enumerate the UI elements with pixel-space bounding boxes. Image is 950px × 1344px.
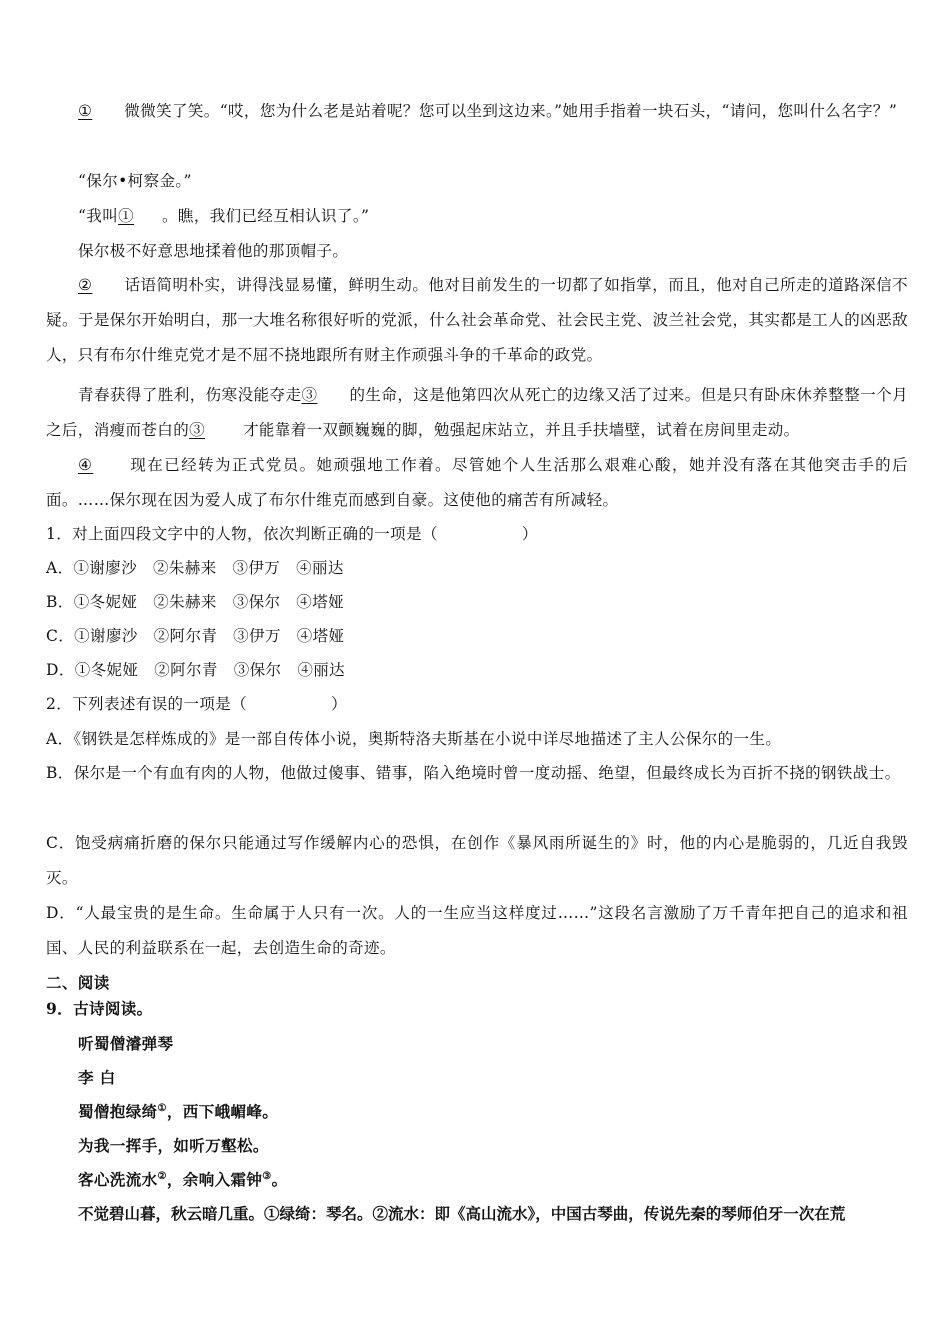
blank-mark-1: ① <box>78 102 93 120</box>
section-heading: 二、阅读 <box>46 973 110 992</box>
blank-mark-4: ④ <box>78 456 94 474</box>
poem-line-4-and-notes: 不觉碧山暮，秋云暗几重。①绿绮：琴名。②流水：即《高山流水》，中国古琴曲，传说先秦的琴师伯牙一次在荒 <box>78 1204 846 1223</box>
question-2-option-a: A．《钢铁是怎样炼成的》是一部自传体小说，奥斯特洛夫斯基在小说中详尽地描述了主人公保尔的一生。 <box>46 730 782 748</box>
question-2-option-b: B．保尔是一个有血有肉的人物，他做过傻事、错事，陷入绝境时曾一度动摇、绝望，但最终成长为百折不挠的钢铁战士。 <box>46 764 901 782</box>
paragraph-3: “我叫① 。瞧，我们已经互相认识了。” <box>78 207 370 225</box>
paragraph-1 <box>46 94 908 129</box>
poem-line-2: 为我一挥手，如听万壑松。 <box>78 1136 269 1155</box>
blank-mark-1b: ① <box>118 207 135 225</box>
question-1-option-d: D．①冬妮娅 ②阿尔青 ③保尔 ④丽达 <box>46 661 346 679</box>
paragraph-7: ④ 现在已经转为正式党员。她顽强地工作着。尽管她个人生活那么艰难心酸，她并没有落在其他突击手的后面。……保尔现在因为爱人成了布尔什维克而感到自豪。这使他的痛苦有所减轻。 <box>46 456 909 509</box>
question-9-stem: 9．古诗阅读。 <box>46 999 153 1018</box>
blank-mark-3b: ③ <box>189 421 206 439</box>
blank-mark-3a: ③ <box>301 386 318 404</box>
question-2-stem: 2．下列表述有误的一项是（ ） <box>46 695 347 713</box>
paragraph-5: ② 话语简明朴实，讲得浅显易懂，鲜明生动。他对目前发生的一切都了如指掌，而且，他对自己所走的道路深信不疑。于是保尔开始明白，那一大堆名称很好听的党派，什么社会革命党、社会民主党、波兰社会党，其实都是工人的凶恶敌人，只有布尔什维克党才是不屈不挠地跟所有财主作顽强斗争的千革命的政党。 <box>46 276 908 364</box>
poem-line-3: 客心洗流水②，余响入霜钟③。 <box>78 1170 288 1189</box>
paragraph-6: 青春获得了胜利，伤寒没能夺走③ 的生命，这是他第四次从死亡的边缘又活了过来。但是只有卧床休养整整一个月之后，消瘦而苍白的③ 才能靠着一双颤巍巍的脚，勉强起床站立，并且手扶墙壁，试着在房间里走动。 <box>46 386 908 439</box>
poem-line-1: 蜀僧抱绿绮①，西下峨嵋峰。 <box>78 1102 279 1121</box>
question-1-option-c: C．①谢廖沙 ②阿尔青 ③伊万 ④塔娅 <box>46 627 345 645</box>
question-1-stem: 1．对上面四段文字中的人物，依次判断正确的一项是（ ） <box>46 525 538 543</box>
question-1-option-a: A．①谢廖沙 ②朱赫来 ③伊万 ④丽达 <box>46 559 344 577</box>
paragraph-2: “保尔•柯察金。” <box>78 172 192 190</box>
blank-mark-2: ② <box>78 276 93 294</box>
paragraph-1-text: 微微笑了笑。“哎，您为什么老是站着呢？您可以坐到这边来。”她用手指着一块石头，“请问，您叫什么名字？” <box>124 102 898 120</box>
question-2-option-c: C．饱受病痛折磨的保尔只能通过写作缓解内心的恐惧，在创作《暴风雨所诞生的》时，他的内心是脆弱的，几近自我毁灭。 <box>46 834 908 887</box>
question-2-option-d: D．“人最宝贵的是生命。生命属于人只有一次。人的一生应当这样度过……”这段名言激励了万千青年把自己的追求和祖国、人民的利益联系在一起，去创造生命的奇迹。 <box>46 904 908 957</box>
poem-author: 李 白 <box>78 1068 116 1087</box>
question-1-option-b: B．①冬妮娅 ②朱赫来 ③保尔 ④塔娅 <box>46 593 344 611</box>
paragraph-4: 保尔极不好意思地揉着他的那顶帽子。 <box>78 242 349 260</box>
poem-title: 听蜀僧濬弹琴 <box>78 1034 174 1053</box>
